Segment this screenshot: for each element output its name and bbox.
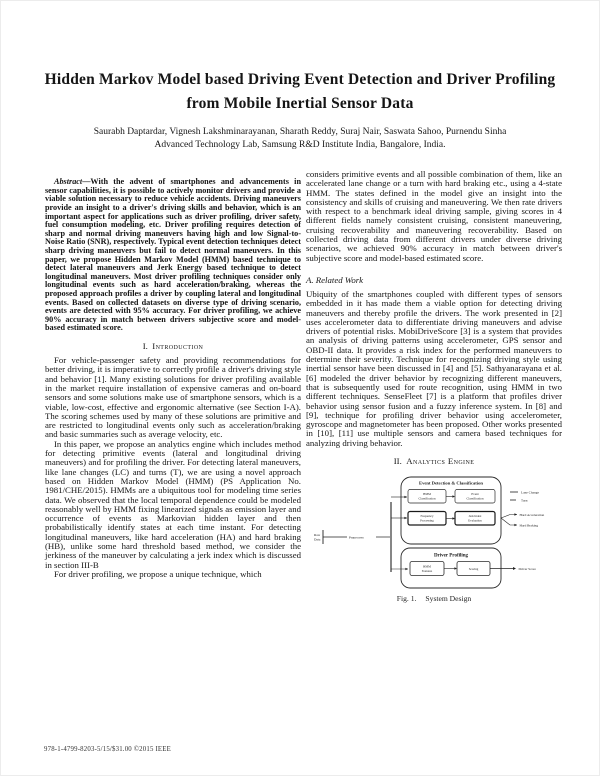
right-column xyxy=(306,170,562,603)
block1-line1: HMM xyxy=(423,492,431,497)
abstract-text: —With the advent of smartphones and advancements in sensor capabilities, it is possible to actively monitor drivers and provide a viable solution necessary to reduce vehicle accidents. Driving maneuvers provide an insight to a driver's driving skills and behavior, which is an important aspect for applications such as driver profiling, driver safety, fuel consumption modeling, etc. Driver profiling requires detection of sharp and normal driving maneuvers having high and low Signal-to-Noise Ratio (SNR), respectively. Typical event detection techniques detect sharp driving maneuvers but fail to detect normal maneuvers. In this paper, we propose Hidden Markov Model (HMM) based technique to detect lateral maneuvers and Jerk Energy based technique to detect longitudinal maneuvers. Most driver profiling techniques consider only longitudinal events such as hard acceleration/braking, whereas the proposed approach profiles a driver by coupling lateral and longitudinal events. Based on collected datasets on diverse type of driving scenario, events are detected with 95% accuracy. For driver profiling, we achieve 90% accuracy in match between drivers subjective score and model-based estimated score. xyxy=(45,177,301,333)
figure-caption-text: System Design xyxy=(425,594,472,604)
section-title: Introduction xyxy=(152,341,204,352)
figure-caption xyxy=(306,594,562,603)
arrowhead xyxy=(404,517,407,520)
block2-line2: Classification xyxy=(466,496,484,501)
profiling-block2-label: Scoring xyxy=(468,567,479,572)
diagram-input-label-line2: Data xyxy=(314,537,321,542)
section-heading-analytics-engine xyxy=(306,456,562,466)
related-work-paragraph: Ubiquity of the smartphones coupled with different types of sensors embedded in it has made them a viable option for detecting driving maneuvers and thereby profile the drivers. The work presented in [2] uses accelerometer data to differentiate driving maneuvers and advise drivers of potential risks. MobiDriveScore [3] is a system that provides an analysis of driving patterns using accelerometer, GPS sensor and OBD-II data. It provides a risk index for the performed maneuvers to determine their severity. Technique for recognizing driving style using inertial sensor have been discussed in [4] and [5]. Sathyanarayana et al. [6] modeled the driver behavior by recognizing different maneuvers, that is subsequently used for route recognition, using HMM in two different techniques. SenseFleet [7] is a platform that profiles driver behavior using sensor fusion and a fuzzy inference system. In [8] and [9], technique for profiling driver behavior using accelerometer, gyroscope and magnetometer has been proposed. Other works presented in [10], [11] use multiple sensors and camera based techniques for analyzing driving behavior. xyxy=(306,288,562,448)
arrowhead xyxy=(514,513,517,516)
affiliation: Advanced Technology Lab, Samsung R&D Institute India, Bangalore, India. xyxy=(154,140,446,150)
event-detection-title: Event Detection & Classification xyxy=(419,480,483,486)
system-design-diagram xyxy=(306,472,562,590)
preprocess-label: Preprocess xyxy=(349,535,364,540)
block3-line1: Frequency xyxy=(420,514,434,519)
continued-paragraph: considers primitive events and all possible combination of them, like an accelerated lane change or a turn with hard braking etc., using a 4-state HMM. The states defined in the model give an insight into the consistency and skills of cruising and maneuvering. We then rate drivers with respect to a benchmark ideal driving sample, giving scores in 4 different fields namely consistent cruising, consistent maneuvering, cruising recoverability and maneuvering recoverability. Based on collected driving data from different drivers under diverse driving scenarios, we achieved 90% accuracy in match between driver's subjective score and model-based estimated score. xyxy=(306,169,562,263)
intro-paragraph-2: In this paper, we propose an analytics engine which includes method for detecting primitive events (lateral and longitudinal driving maneuvers) and for profiling the driver. For detecting lateral maneuvers, like lane changes (LC) and turns (T), we are using a novel approach based on Hidden Markov Model (HMM) (PS Application No. 1981/CHE/2015). HMMs are a ubiquitous tool for modeling time series data. We observed that the local temporal dependence could be modeled reasonably well by HMM fixing linearized signals as emission layer and occurrence of events as Markovian hidden layer and then probabilistically identify states at each time instant. For detecting longitudinal maneuvers, like hard acceleration (HA) and hard braking (HB), unlike some hard threshold based method, we consider the jerkiness of the maneuver by calculating a jerk index which is discussed in section III-B xyxy=(45,438,301,570)
profiling-block1-line2: Features xyxy=(421,568,433,573)
output-driver-score: Driver Score xyxy=(518,567,536,572)
arrowhead xyxy=(452,495,455,498)
block3-line2: Processing xyxy=(420,518,434,523)
author-list: Saurabh Daptardar, Vignesh Lakshminarayanan, Sharath Reddy, Suraj Nair, Saswata Sahoo, Purnendu Sinha xyxy=(93,127,507,137)
intro-paragraph-1: For vehicle-passenger safety and providing recommendations for better driving, it is imperative to correctly profile a driver's driving style and behavior [1]. Many existing solutions for driver profiling available in the market require installation of expensive cameras and on-board sensors and some solutions make use of smartphone sensors, which is a viable, low-cost, effective and ergonomic alternative (see Section I-A). The scoring schemes used by many of these solutions are primitive and are restricted to longitudinal events only such as acceleration/braking and basic summaries such as average velocity, etc. xyxy=(45,355,301,440)
diagram-input-label-line1: Raw xyxy=(314,533,321,538)
section-title: Analytics Engine xyxy=(406,456,475,467)
block4-line1: Jerk Index xyxy=(468,514,482,519)
output-hard-acceleration: Hard Acceleration xyxy=(519,513,545,518)
block4-line2: Evaluation xyxy=(468,518,482,523)
output-lane-change: Lane Change xyxy=(521,490,539,495)
paper-title: Hidden Markov Model based Driving Event Detection and Driver Profiling from Mobile Inertial Sensor Data xyxy=(44,71,556,113)
arrowhead xyxy=(514,524,517,527)
arrowhead xyxy=(404,496,407,499)
subsection-heading-related-work: A. Related Work xyxy=(306,274,364,285)
output-turn: Turn xyxy=(521,498,528,503)
section-number: I. xyxy=(142,341,148,352)
output-hard-braking: Hard Braking xyxy=(519,523,539,528)
abstract xyxy=(45,178,301,333)
intro-paragraph-3: For driver profiling, we propose a unique technique, which xyxy=(54,568,262,579)
arrowhead xyxy=(513,567,516,570)
figure-caption-label: Fig. 1. xyxy=(396,594,417,604)
left-column xyxy=(45,170,301,579)
figure-1 xyxy=(306,472,562,603)
section-number: II. xyxy=(393,456,402,467)
event-detection-box xyxy=(401,477,501,544)
copyright-footer: 978-1-4799-8203-5/15/$31.00 ©2015 IEEE xyxy=(44,746,171,753)
abstract-label: Abstract xyxy=(54,177,83,187)
block1-line2: Classification xyxy=(418,496,436,501)
profiling-block1-line1: HMM xyxy=(423,564,431,569)
arrowhead xyxy=(405,568,408,571)
section-heading-introduction xyxy=(45,341,301,351)
driver-profiling-title: Driver Profiling xyxy=(433,553,469,559)
block2-line1: Event xyxy=(471,492,479,497)
